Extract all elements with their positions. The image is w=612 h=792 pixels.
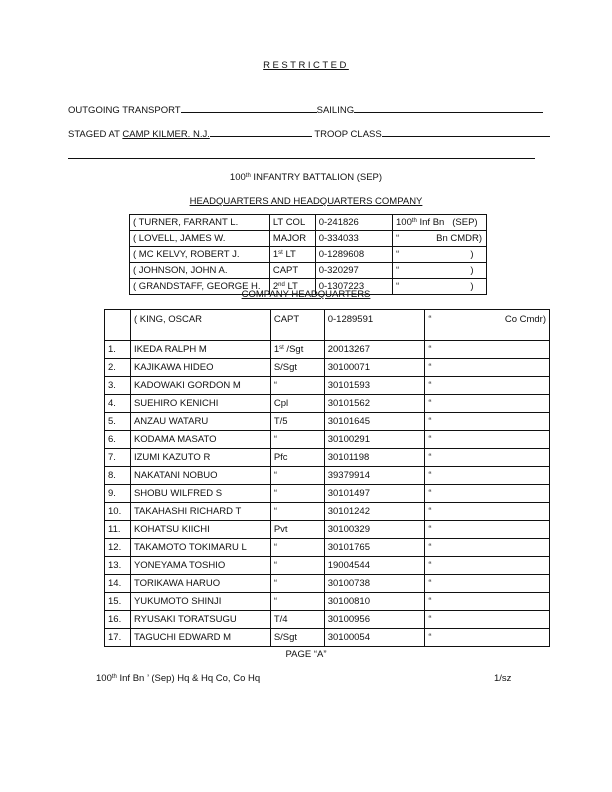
officer-note-sup: th: [411, 218, 417, 224]
page-label: PAGE “A”: [285, 649, 327, 660]
roster-rank-text: T/4: [273, 614, 288, 625]
officer-row: [130, 215, 487, 231]
roster-number: 12.: [105, 539, 131, 557]
officer-note-rest: ): [399, 281, 474, 292]
roster-rank-text: S/Sgt: [273, 362, 298, 373]
roster-note: “: [425, 395, 550, 413]
officer-rank-sup: nd: [278, 282, 285, 288]
company-title: HEADQUARTERS AND HEADQUARTERS COMPANY: [189, 196, 423, 207]
roster-note: “: [425, 575, 550, 593]
classification-marking: RESTRICTED: [263, 60, 349, 71]
roster-row: [105, 431, 550, 449]
roster-rank: [270, 395, 324, 413]
roster-serial: 39379914: [324, 467, 425, 485]
roster-note: “: [425, 449, 550, 467]
roster-rank-text: “: [273, 380, 277, 391]
roster-serial: 30100071: [324, 359, 425, 377]
roster-row: [105, 539, 550, 557]
roster-rank: [270, 503, 324, 521]
roster-row: [105, 359, 550, 377]
roster-name: SHOBU WILFRED S: [130, 485, 270, 503]
staged-at-value: CAMP KILMER. N.J.: [122, 129, 210, 140]
roster-header-name: ( KING, OSCAR: [130, 310, 270, 341]
roster-name: SUEHIRO KENICHI: [130, 395, 270, 413]
officer-name: ( MC KELVY, ROBERT J.: [130, 247, 270, 263]
roster-note: “: [425, 341, 550, 359]
officer-rank-after: LT: [282, 249, 296, 260]
roster-rank: [270, 629, 324, 647]
roster-rank-text: “: [273, 560, 277, 571]
roster-rank-text: T/5: [273, 416, 288, 427]
officer-note-text: “: [396, 265, 400, 276]
roster-number: 3.: [105, 377, 131, 395]
troop-class-blank: [382, 127, 550, 137]
roster-header-row: [105, 310, 550, 341]
roster-name: KOHATSU KIICHI: [130, 521, 270, 539]
officer-row: [130, 231, 487, 247]
roster-rank-text: “: [273, 578, 277, 589]
roster-rank-text: “: [273, 596, 277, 607]
roster-note: “: [425, 485, 550, 503]
officer-rank-text: 1: [272, 249, 279, 260]
roster-note: “: [425, 413, 550, 431]
roster-number: 6.: [105, 431, 131, 449]
roster-rank: [270, 575, 324, 593]
officer-row: [130, 247, 487, 263]
roster-rank-text: 1: [273, 344, 280, 355]
officer-note: [393, 215, 487, 231]
unit-title: [0, 172, 612, 183]
officers-table: [129, 214, 487, 295]
officer-serial: 0-1307223: [315, 279, 392, 295]
roster-row: [105, 629, 550, 647]
outgoing-transport-line: [68, 103, 543, 116]
roster-row: [105, 575, 550, 593]
roster-rank-text: Pfc: [273, 452, 288, 463]
officer-note-text: “: [396, 249, 400, 260]
roster-serial: 30101765: [324, 539, 425, 557]
roster-number: 8.: [105, 467, 131, 485]
officer-serial: 0-320297: [315, 263, 392, 279]
unit-title-text: INFANTRY BATTALION (SEP): [250, 172, 383, 183]
officer-rank: [269, 263, 315, 279]
roster-row: [105, 521, 550, 539]
roster-header-num: [105, 310, 131, 341]
roster-name: KAJIKAWA HIDEO: [130, 359, 270, 377]
roster-row: [105, 449, 550, 467]
footer-text: Inf Bn ’ (Sep) Hq & Hq Co, Co Hq: [116, 673, 261, 684]
roster-rank: [270, 359, 324, 377]
roster-row: [105, 413, 550, 431]
roster-rank-text: S/Sgt: [273, 632, 298, 643]
roster-serial: 30101645: [324, 413, 425, 431]
roster-serial: 30100054: [324, 629, 425, 647]
roster-header-rank: CAPT: [270, 310, 324, 341]
roster-rank-text: Cpl: [273, 398, 289, 409]
roster-rank: [270, 539, 324, 557]
troop-class-label: TROOP CLASS: [314, 129, 382, 140]
officer-rank: [269, 215, 315, 231]
roster-serial: 30100810: [324, 593, 425, 611]
roster-serial: 30100329: [324, 521, 425, 539]
roster-serial: 30100956: [324, 611, 425, 629]
roster-serial: 30101242: [324, 503, 425, 521]
roster-serial: 30100738: [324, 575, 425, 593]
roster-name: RYUSAKI TORATSUGU: [130, 611, 270, 629]
officer-name: ( LOVELL, JAMES W.: [130, 231, 270, 247]
officer-row: [130, 263, 487, 279]
roster-serial: 30100291: [324, 431, 425, 449]
roster-number: 13.: [105, 557, 131, 575]
roster-rank: [270, 449, 324, 467]
roster-row: [105, 395, 550, 413]
footer-ordinal: th: [111, 674, 117, 680]
roster-note: “: [425, 539, 550, 557]
roster-number: 14.: [105, 575, 131, 593]
roster-header-note: [425, 310, 550, 341]
roster-serial: 20013267: [324, 341, 425, 359]
roster-name: TORIKAWA HARUO: [130, 575, 270, 593]
roster-name: TAKAHASHI RICHARD T: [130, 503, 270, 521]
roster-rank-text: “: [273, 506, 277, 517]
officer-serial: 0-334033: [315, 231, 392, 247]
officer-note-text: 100: [396, 217, 412, 228]
roster-serial: 19004544: [324, 557, 425, 575]
roster-number: 1.: [105, 341, 131, 359]
roster-serial: 30101593: [324, 377, 425, 395]
roster-header-note-right: Co Cmdr): [504, 314, 546, 325]
roster-table: [104, 309, 550, 647]
roster-name: NAKATANI NOBUO: [130, 467, 270, 485]
roster-note: “: [425, 629, 550, 647]
roster-rank: [270, 341, 324, 359]
roster-row: [105, 341, 550, 359]
staged-at-label: STAGED AT: [68, 129, 120, 140]
officer-note: [393, 247, 487, 263]
officer-serial: 0-1289608: [315, 247, 392, 263]
officer-rank-text: MAJOR: [272, 233, 307, 244]
roster-rank: [270, 377, 324, 395]
roster-name: YONEYAMA TOSHIO: [130, 557, 270, 575]
roster-number: 4.: [105, 395, 131, 413]
roster-note: “: [425, 557, 550, 575]
officer-serial: 0-241826: [315, 215, 392, 231]
roster-name: IKEDA RALPH M: [130, 341, 270, 359]
footer-initials: 1/sz: [494, 673, 512, 684]
roster-rank: [270, 467, 324, 485]
roster-number: 16.: [105, 611, 131, 629]
roster-serial: 30101562: [324, 395, 425, 413]
roster-name: IZUMI KAZUTO R: [130, 449, 270, 467]
roster-note: “: [425, 611, 550, 629]
sailing-label: SAILING: [316, 105, 355, 116]
company-headquarters-title: COMPANY HEADQUARTERS: [241, 289, 371, 300]
officer-name: ( GRANDSTAFF, GEORGE H.: [130, 279, 270, 295]
officer-name: ( TURNER, FARRANT L.: [130, 215, 270, 231]
roster-note: “: [425, 359, 550, 377]
unit-ordinal: th: [245, 173, 251, 179]
staged-at-line: [68, 127, 550, 140]
separator-rule: [68, 158, 535, 159]
roster-name: KODAMA MASATO: [130, 431, 270, 449]
roster-name: TAKAMOTO TOKIMARU L: [130, 539, 270, 557]
roster-row: [105, 467, 550, 485]
staged-at-blank: [210, 127, 312, 137]
roster-number: 5.: [105, 413, 131, 431]
roster-serial: 30101497: [324, 485, 425, 503]
roster-row: [105, 611, 550, 629]
roster-note: “: [425, 467, 550, 485]
footer-reference: [96, 673, 260, 684]
roster-note: “: [425, 593, 550, 611]
roster-number: 9.: [105, 485, 131, 503]
officer-name: ( JOHNSON, JOHN A.: [130, 263, 270, 279]
officer-rank-text: LT COL: [272, 217, 306, 228]
roster-rank-text: “: [273, 470, 277, 481]
roster-rank-text: “: [273, 434, 277, 445]
roster-rank-text: “: [273, 542, 277, 553]
roster-header-ditto: “: [428, 314, 432, 325]
roster-rank-after: /Sgt: [283, 344, 304, 355]
sailing-blank: [354, 103, 543, 113]
roster-number: 10.: [105, 503, 131, 521]
officer-note: [393, 231, 487, 247]
officer-note-text: “: [396, 281, 400, 292]
roster-note: “: [425, 377, 550, 395]
roster-rank: [270, 485, 324, 503]
roster-name: KADOWAKI GORDON M: [130, 377, 270, 395]
officer-rank-after: LT: [284, 281, 298, 292]
officer-note: [393, 263, 487, 279]
officer-rank-text: CAPT: [272, 265, 299, 276]
roster-note: “: [425, 431, 550, 449]
officer-rank: [269, 231, 315, 247]
roster-number: 17.: [105, 629, 131, 647]
roster-row: [105, 593, 550, 611]
officer-note-rest: ): [399, 249, 474, 260]
roster-header-serial: 0-1289591: [324, 310, 425, 341]
roster-name: YUKUMOTO SHINJI: [130, 593, 270, 611]
roster-name: TAGUCHI EDWARD M: [130, 629, 270, 647]
officer-rank-text: 2: [272, 281, 279, 292]
roster-number: 15.: [105, 593, 131, 611]
outgoing-transport-label: OUTGOING TRANSPORT: [68, 105, 181, 116]
roster-name: ANZAU WATARU: [130, 413, 270, 431]
roster-row: [105, 485, 550, 503]
roster-rank-text: Pvt: [273, 524, 288, 535]
outgoing-transport-blank: [181, 103, 317, 113]
roster-rank: [270, 413, 324, 431]
roster-row: [105, 377, 550, 395]
roster-note: “: [425, 503, 550, 521]
roster-rank-text: “: [273, 488, 277, 499]
roster-rank: [270, 611, 324, 629]
roster-number: 2.: [105, 359, 131, 377]
officer-rank: [269, 247, 315, 263]
footer-number: 100: [96, 673, 112, 684]
unit-number: 100: [229, 172, 246, 183]
officer-note-rest: Inf Bn (SEP): [416, 217, 478, 228]
roster-row: [105, 557, 550, 575]
roster-number: 7.: [105, 449, 131, 467]
officer-note-text: “: [396, 233, 400, 244]
roster-rank: [270, 557, 324, 575]
roster-serial: 30101198: [324, 449, 425, 467]
roster-note: “: [425, 521, 550, 539]
roster-rank-sup: st: [279, 345, 284, 351]
roster-row: [105, 503, 550, 521]
roster-number: 11.: [105, 521, 131, 539]
officer-note-rest: Bn CMDR): [399, 233, 483, 244]
roster-rank: [270, 431, 324, 449]
officer-note-rest: ): [399, 265, 474, 276]
roster-rank: [270, 521, 324, 539]
officer-rank-sup: st: [278, 250, 283, 256]
roster-rank: [270, 593, 324, 611]
